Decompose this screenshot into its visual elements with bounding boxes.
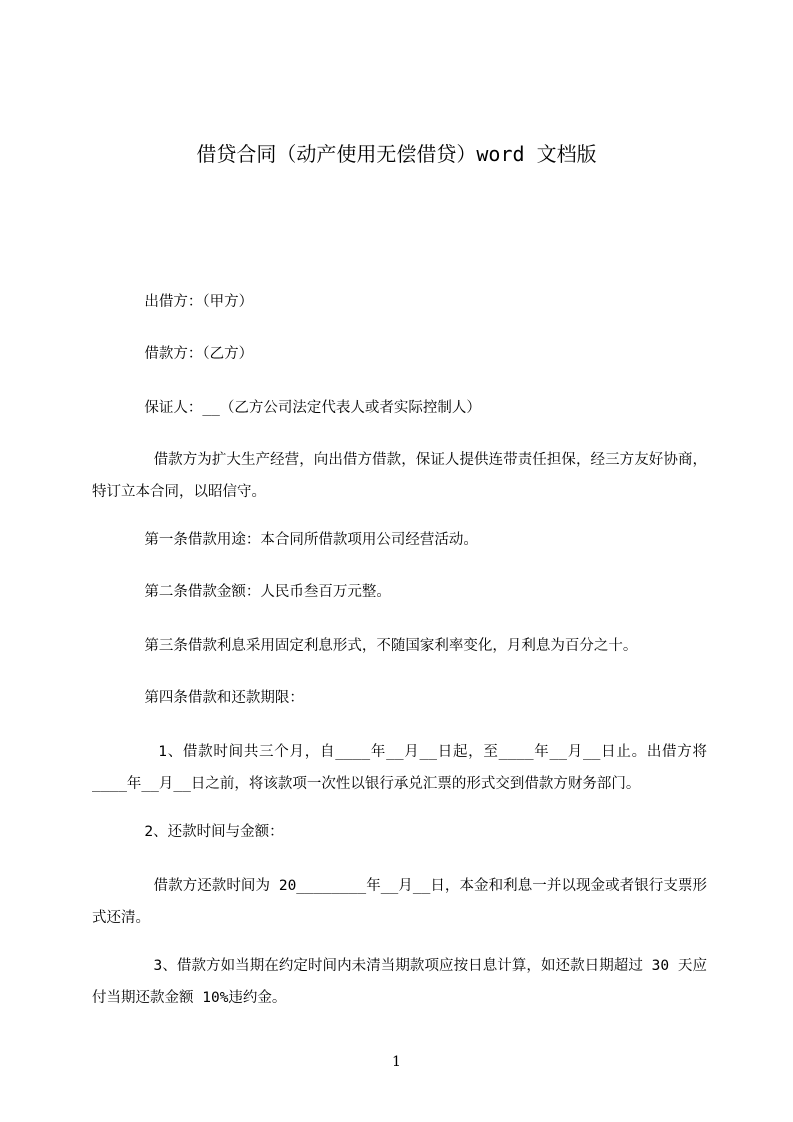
borrower-line: 借款方：（乙方）	[92, 346, 254, 362]
article-1: 第一条借款用途：本合同所借款项用公司经营活动。	[92, 532, 478, 548]
page-number: 1	[392, 1054, 401, 1070]
article-3: 第三条借款利息采用固定利息形式，不随国家利率变化，月利息为百分之十。	[92, 638, 638, 654]
clause-3: 3、借款方如当期在约定时间内未清当期款项应按日息计算，如还款日期超过 30 天应付当期还款金额 10%违约金。	[92, 958, 707, 1006]
document-title: 借贷合同（动产使用无偿借贷）word 文档版	[196, 142, 597, 166]
clause-1: 1、借款时间共三个月，自____年__月__日起，至____年__月__日止。出借方将____年__月__日之前，将该款项一次性以银行承兑汇票的形式交到借款方财务部门。	[92, 744, 708, 792]
article-2: 第二条借款金额：人民币叁百万元整。	[92, 584, 391, 600]
guarantor-line: 保证人：__（乙方公司法定代表人或者实际控制人）	[92, 400, 481, 416]
article-4: 第四条借款和还款期限：	[92, 690, 304, 706]
preamble-paragraph: 借款方为扩大生产经营，向出借方借款，保证人提供连带责任担保，经三方友好协商，特订立本合同，以昭信守。	[92, 452, 708, 500]
lender-line: 出借方：（甲方）	[92, 294, 254, 310]
clause-2: 2、还款时间与金额：	[92, 824, 284, 840]
repayment-paragraph: 借款方还款时间为 20________年__月__日，本金和利息一并以现金或者银行支票形式还清。	[92, 878, 707, 926]
